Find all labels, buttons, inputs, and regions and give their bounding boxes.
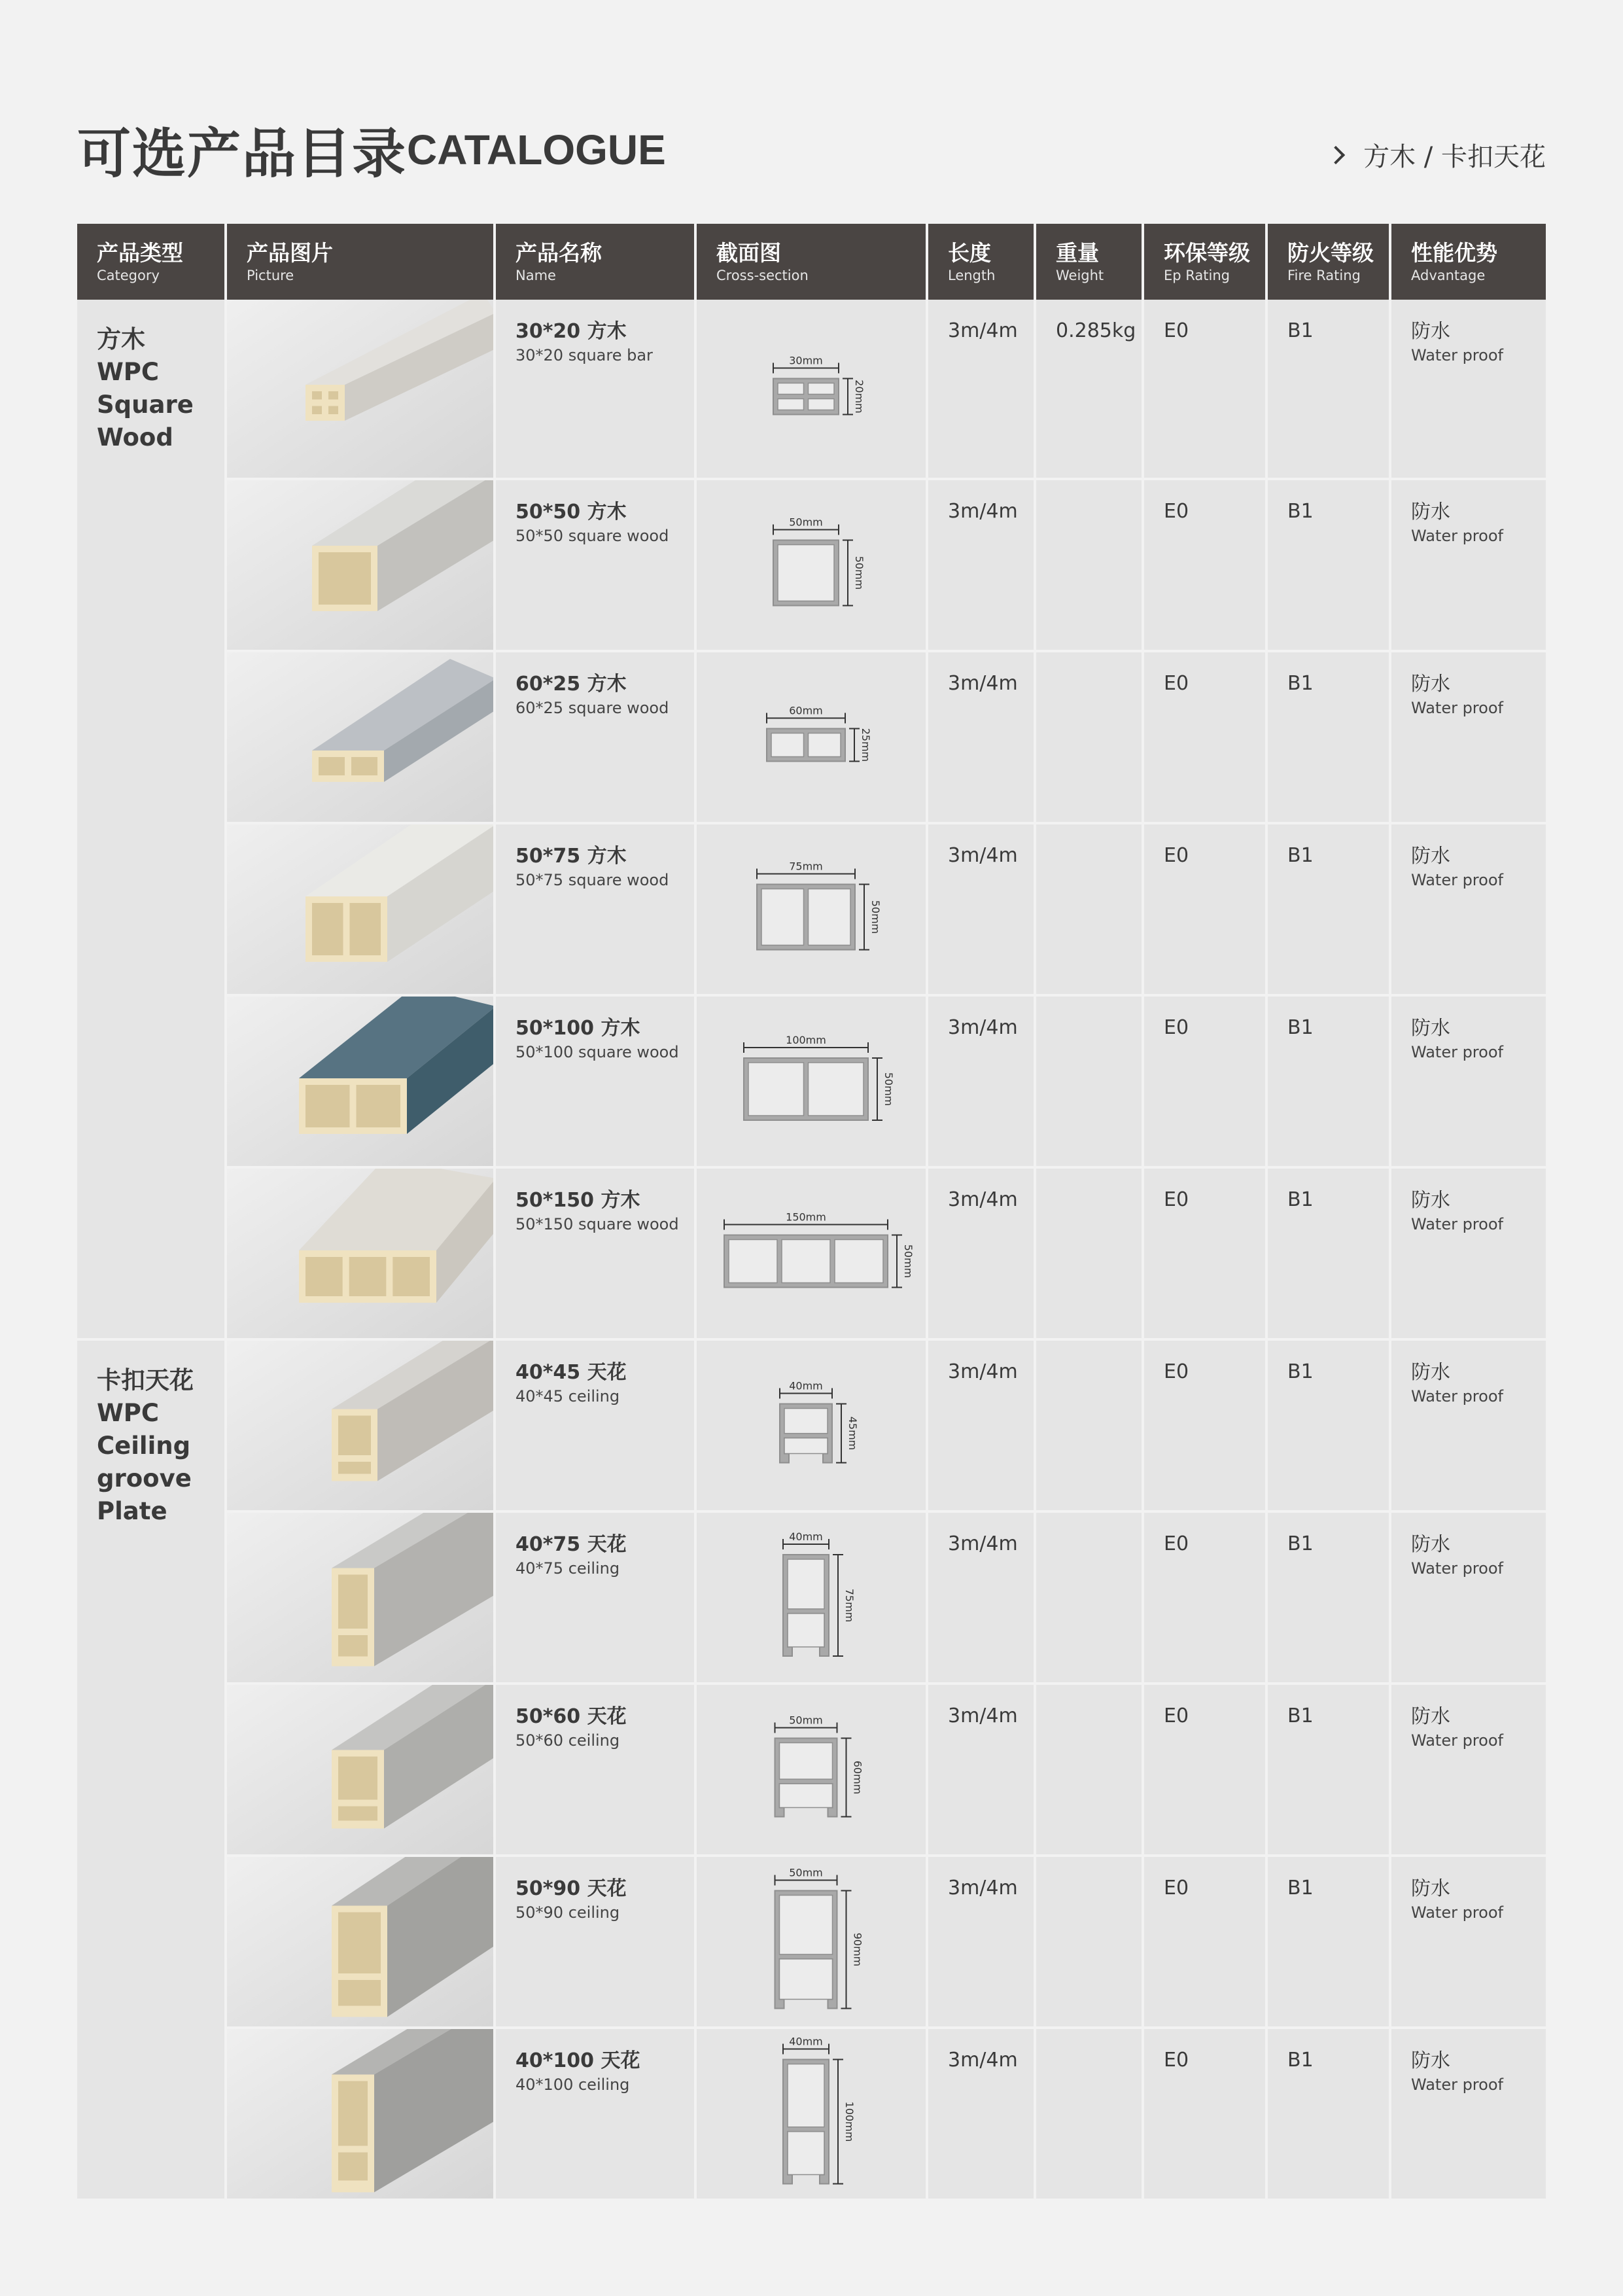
product-image [227, 1341, 493, 1510]
weight-cell [1035, 1684, 1143, 1856]
length-cell [927, 651, 1035, 823]
fire-cell [1266, 1511, 1390, 1684]
table-row [77, 2028, 1546, 2200]
fire-value: B1 [1287, 1877, 1314, 1899]
cross-section-height-label: 60mm [851, 1760, 864, 1795]
advantage-cell [1390, 1339, 1546, 1511]
table-row [77, 479, 1546, 651]
cross-section-diagram [697, 1685, 926, 1854]
product-name-zh: 40*100 天花 [515, 2049, 640, 2072]
length-cell [927, 1167, 1035, 1339]
product-image [227, 300, 493, 478]
cross-section-height-label: 75mm [843, 1588, 856, 1623]
cross-section-cell [695, 2028, 927, 2200]
ep-cell [1143, 823, 1266, 995]
ep-cell [1143, 300, 1266, 479]
cross-section-width-label: 40mm [789, 1530, 823, 1543]
product-name-cell [495, 1167, 695, 1339]
product-name-en: 40*100 ceiling [515, 2075, 630, 2094]
category-zh: 卡扣天花 [97, 1366, 194, 1394]
length-value: 3m/4m [948, 500, 1018, 523]
product-name-cell [495, 1856, 695, 2028]
category-en: Square [97, 391, 194, 419]
length-value: 3m/4m [948, 1016, 1018, 1039]
length-value: 3m/4m [948, 319, 1018, 342]
cross-section-cell [695, 995, 927, 1167]
product-picture-cell [226, 995, 495, 1167]
weight-cell [1035, 651, 1143, 823]
product-name-cell [495, 651, 695, 823]
table-row [77, 995, 1546, 1167]
product-picture-cell [226, 1511, 495, 1684]
product-name-cell [495, 300, 695, 479]
fire-cell [1266, 1684, 1390, 1856]
advantage-zh: 防水 [1411, 1705, 1450, 1728]
fire-value: B1 [1287, 319, 1314, 342]
col-header-category: 产品类型 Category [77, 224, 226, 300]
product-name-en: 60*25 square wood [515, 699, 669, 717]
advantage-zh: 防水 [1411, 1361, 1450, 1384]
ep-cell [1143, 1167, 1266, 1339]
table-row [77, 300, 1546, 479]
cross-section-cell [695, 479, 927, 651]
fire-value: B1 [1287, 1188, 1314, 1211]
length-cell [927, 1856, 1035, 2028]
cross-section-height-label: 50mm [869, 900, 882, 934]
product-picture-cell [226, 2028, 495, 2200]
cross-section-height-label: 100mm [843, 2101, 856, 2142]
advantage-cell [1390, 1511, 1546, 1684]
fire-cell [1266, 823, 1390, 995]
length-value: 3m/4m [948, 1877, 1018, 1899]
advantage-zh: 防水 [1411, 1017, 1450, 1040]
category-en: Ceiling [97, 1432, 191, 1460]
page-title-en: CATALOGUE [407, 126, 666, 173]
cross-section-height-label: 45mm [846, 1416, 859, 1451]
ep-cell [1143, 1511, 1266, 1684]
product-name-cell [495, 479, 695, 651]
product-name-en: 50*150 square wood [515, 1215, 679, 1233]
product-picture-cell [226, 651, 495, 823]
advantage-en: Water proof [1411, 1903, 1503, 1922]
category-en: WPC [97, 1399, 160, 1427]
cross-section-diagram [697, 997, 926, 1166]
length-value: 3m/4m [948, 844, 1018, 867]
advantage-cell [1390, 1856, 1546, 2028]
ep-cell [1143, 995, 1266, 1167]
table-row [77, 1511, 1546, 1684]
fire-value: B1 [1287, 672, 1314, 695]
product-name-en: 50*100 square wood [515, 1043, 679, 1061]
ep-cell [1143, 479, 1266, 651]
cross-section-diagram [697, 1857, 926, 2026]
fire-value: B1 [1287, 844, 1314, 867]
cross-section-width-label: 60mm [789, 704, 823, 717]
category-en: Plate [97, 1497, 167, 1525]
cross-section-width-label: 50mm [789, 1866, 823, 1879]
advantage-en: Water proof [1411, 1043, 1503, 1061]
cross-section-cell [695, 1856, 927, 2028]
ep-cell [1143, 1339, 1266, 1511]
cross-section-cell [695, 1167, 927, 1339]
page-title-zh: 可选产品目录 [77, 123, 408, 185]
product-name-en: 40*75 ceiling [515, 1559, 620, 1578]
product-name-zh: 50*60 天花 [515, 1705, 627, 1728]
cross-section-cell [695, 300, 927, 479]
product-picture-cell [226, 1684, 495, 1856]
table-row [77, 1339, 1546, 1511]
length-value: 3m/4m [948, 672, 1018, 695]
advantage-en: Water proof [1411, 527, 1503, 545]
length-value: 3m/4m [948, 2049, 1018, 2072]
advantage-zh: 防水 [1411, 320, 1450, 343]
cross-section-diagram [697, 652, 926, 822]
advantage-en: Water proof [1411, 2075, 1503, 2094]
product-picture-cell [226, 1167, 495, 1339]
product-name-zh: 50*90 天花 [515, 1877, 627, 1900]
cross-section-width-label: 40mm [789, 1379, 823, 1392]
cross-section-width-label: 150mm [786, 1210, 826, 1224]
product-picture-cell [226, 1339, 495, 1511]
fire-cell [1266, 1339, 1390, 1511]
advantage-zh: 防水 [1411, 501, 1450, 523]
advantage-zh: 防水 [1411, 1877, 1450, 1900]
advantage-cell [1390, 300, 1546, 479]
advantage-en: Water proof [1411, 346, 1503, 364]
ep-value: E0 [1164, 1704, 1189, 1727]
cross-section-cell [695, 1511, 927, 1684]
cross-section-cell [695, 1339, 927, 1511]
cross-section-width-label: 50mm [789, 1714, 823, 1727]
cross-section-diagram [697, 480, 926, 650]
advantage-cell [1390, 1684, 1546, 1856]
advantage-en: Water proof [1411, 1215, 1503, 1233]
advantage-en: Water proof [1411, 871, 1503, 889]
ep-cell [1143, 1856, 1266, 2028]
advantage-zh: 防水 [1411, 1189, 1450, 1212]
advantage-en: Water proof [1411, 1387, 1503, 1405]
product-image [227, 1857, 493, 2026]
product-name-zh: 60*25 方木 [515, 673, 627, 696]
cross-section-height-label: 50mm [902, 1244, 915, 1279]
fire-cell [1266, 651, 1390, 823]
fire-cell [1266, 995, 1390, 1167]
table-row [77, 1856, 1546, 2028]
cross-section-diagram [697, 1169, 926, 1338]
weight-cell [1035, 1339, 1143, 1511]
fire-value: B1 [1287, 1016, 1314, 1039]
weight-value: 0.285kg [1056, 319, 1136, 342]
cross-section-height-label: 50mm [853, 556, 865, 590]
product-name-en: 30*20 square bar [515, 346, 653, 364]
fire-cell [1266, 1167, 1390, 1339]
cross-section-diagram [697, 824, 926, 994]
product-name-cell [495, 823, 695, 995]
length-value: 3m/4m [948, 1532, 1018, 1555]
ep-value: E0 [1164, 1016, 1189, 1039]
advantage-en: Water proof [1411, 1731, 1503, 1750]
weight-cell [1035, 300, 1143, 479]
ep-value: E0 [1164, 1188, 1189, 1211]
fire-cell [1266, 1856, 1390, 2028]
product-name-zh: 50*75 方木 [515, 845, 627, 868]
ep-value: E0 [1164, 672, 1189, 695]
cross-section-height-label: 50mm [882, 1072, 895, 1106]
product-name-cell [495, 2028, 695, 2200]
fire-cell [1266, 300, 1390, 479]
product-name-zh: 40*75 天花 [515, 1533, 627, 1556]
product-name-zh: 30*20 方木 [515, 320, 627, 343]
category-cell [77, 1339, 226, 2200]
length-cell [927, 823, 1035, 995]
length-cell [927, 1684, 1035, 1856]
length-cell [927, 1511, 1035, 1684]
weight-cell [1035, 2028, 1143, 2200]
advantage-cell [1390, 1167, 1546, 1339]
product-name-zh: 50*150 方木 [515, 1189, 640, 1212]
col-header-length: 长度 Length [927, 224, 1035, 300]
cross-section-width-label: 50mm [789, 516, 823, 529]
ep-value: E0 [1164, 1877, 1189, 1899]
product-picture-cell [226, 479, 495, 651]
cross-section-width-label: 40mm [789, 2035, 823, 2048]
advantage-cell [1390, 651, 1546, 823]
length-value: 3m/4m [948, 1704, 1018, 1727]
product-image [227, 2029, 493, 2199]
weight-cell [1035, 1167, 1143, 1339]
fire-value: B1 [1287, 2049, 1314, 2072]
col-header-name: 产品名称 Name [495, 224, 695, 300]
length-cell [927, 300, 1035, 479]
advantage-cell [1390, 995, 1546, 1167]
product-name-cell [495, 1511, 695, 1684]
category-en: WPC [97, 358, 160, 386]
advantage-cell [1390, 2028, 1546, 2200]
weight-cell [1035, 1856, 1143, 2028]
weight-cell [1035, 995, 1143, 1167]
product-image [227, 997, 493, 1166]
col-header-fire-rating: 防火等级 Fire Rating [1266, 224, 1390, 300]
cross-section-diagram [697, 1341, 926, 1510]
ep-cell [1143, 2028, 1266, 2200]
advantage-cell [1390, 823, 1546, 995]
cross-section-height-label: 25mm [860, 728, 872, 762]
product-name-zh: 40*45 天花 [515, 1361, 627, 1384]
fire-value: B1 [1287, 1360, 1314, 1383]
product-image [227, 652, 493, 822]
product-name-en: 50*90 ceiling [515, 1903, 620, 1922]
ep-value: E0 [1164, 1360, 1189, 1383]
cross-section-diagram [697, 2029, 926, 2199]
col-header-picture: 产品图片 Picture [226, 224, 495, 300]
weight-cell [1035, 823, 1143, 995]
weight-cell [1035, 1511, 1143, 1684]
cross-section-height-label: 90mm [851, 1932, 864, 1967]
advantage-zh: 防水 [1411, 845, 1450, 868]
advantage-cell [1390, 479, 1546, 651]
table-row [77, 1167, 1546, 1339]
col-header-cross-section: 截面图 Cross-section [695, 224, 927, 300]
product-name-cell [495, 1684, 695, 1856]
breadcrumb-label: 方木 / 卡扣天花 [1363, 142, 1546, 172]
product-name-cell [495, 995, 695, 1167]
ep-value: E0 [1164, 2049, 1189, 2072]
col-header-advantage: 性能优势 Advantage [1390, 224, 1546, 300]
cross-section-diagram [697, 300, 926, 478]
fire-value: B1 [1287, 1704, 1314, 1727]
length-cell [927, 479, 1035, 651]
advantage-zh: 防水 [1411, 1533, 1450, 1556]
advantage-en: Water proof [1411, 699, 1503, 717]
length-value: 3m/4m [948, 1360, 1018, 1383]
cross-section-width-label: 30mm [789, 354, 823, 367]
ep-cell [1143, 1684, 1266, 1856]
category-en: Wood [97, 423, 173, 451]
table-row [77, 823, 1546, 995]
table-header-row [77, 224, 1546, 300]
weight-cell [1035, 479, 1143, 651]
product-picture-cell [226, 823, 495, 995]
fire-value: B1 [1287, 1532, 1314, 1555]
ep-value: E0 [1164, 319, 1189, 342]
breadcrumb[interactable] [1329, 136, 1546, 173]
ep-value: E0 [1164, 500, 1189, 523]
col-header-ep-rating: 环保等级 Ep Rating [1143, 224, 1266, 300]
product-name-cell [495, 1339, 695, 1511]
product-name-en: 50*50 square wood [515, 527, 669, 545]
product-name-zh: 50*50 方木 [515, 501, 627, 523]
product-name-en: 40*45 ceiling [515, 1387, 620, 1405]
category-zh: 方木 [97, 325, 145, 353]
length-value: 3m/4m [948, 1188, 1018, 1211]
ep-value: E0 [1164, 844, 1189, 867]
cross-section-width-label: 75mm [789, 860, 823, 873]
ep-value: E0 [1164, 1532, 1189, 1555]
fire-value: B1 [1287, 500, 1314, 523]
length-cell [927, 2028, 1035, 2200]
ep-cell [1143, 651, 1266, 823]
advantage-zh: 防水 [1411, 673, 1450, 696]
product-image [227, 824, 493, 994]
category-en: groove [97, 1464, 192, 1492]
length-cell [927, 1339, 1035, 1511]
col-header-weight: 重量 Weight [1035, 224, 1143, 300]
fire-cell [1266, 479, 1390, 651]
cross-section-diagram [697, 1513, 926, 1682]
advantage-zh: 防水 [1411, 2049, 1450, 2072]
product-picture-cell [226, 300, 495, 479]
cross-section-height-label: 20mm [853, 380, 865, 414]
fire-cell [1266, 2028, 1390, 2200]
table-row [77, 1684, 1546, 1856]
cross-section-cell [695, 1684, 927, 1856]
advantage-en: Water proof [1411, 1559, 1503, 1578]
chevron-right-icon [1327, 145, 1345, 164]
cross-section-width-label: 100mm [786, 1034, 826, 1046]
length-cell [927, 995, 1035, 1167]
table-row [77, 651, 1546, 823]
product-image [227, 1685, 493, 1854]
product-name-en: 50*60 ceiling [515, 1731, 620, 1750]
cross-section-cell [695, 651, 927, 823]
category-cell [77, 300, 226, 1339]
cross-section-cell [695, 823, 927, 995]
product-image [227, 1513, 493, 1682]
product-name-zh: 50*100 方木 [515, 1017, 640, 1040]
product-picture-cell [226, 1856, 495, 2028]
product-image [227, 480, 493, 650]
catalogue-table [77, 224, 1546, 2201]
product-image [227, 1169, 493, 1338]
product-name-en: 50*75 square wood [515, 871, 669, 889]
